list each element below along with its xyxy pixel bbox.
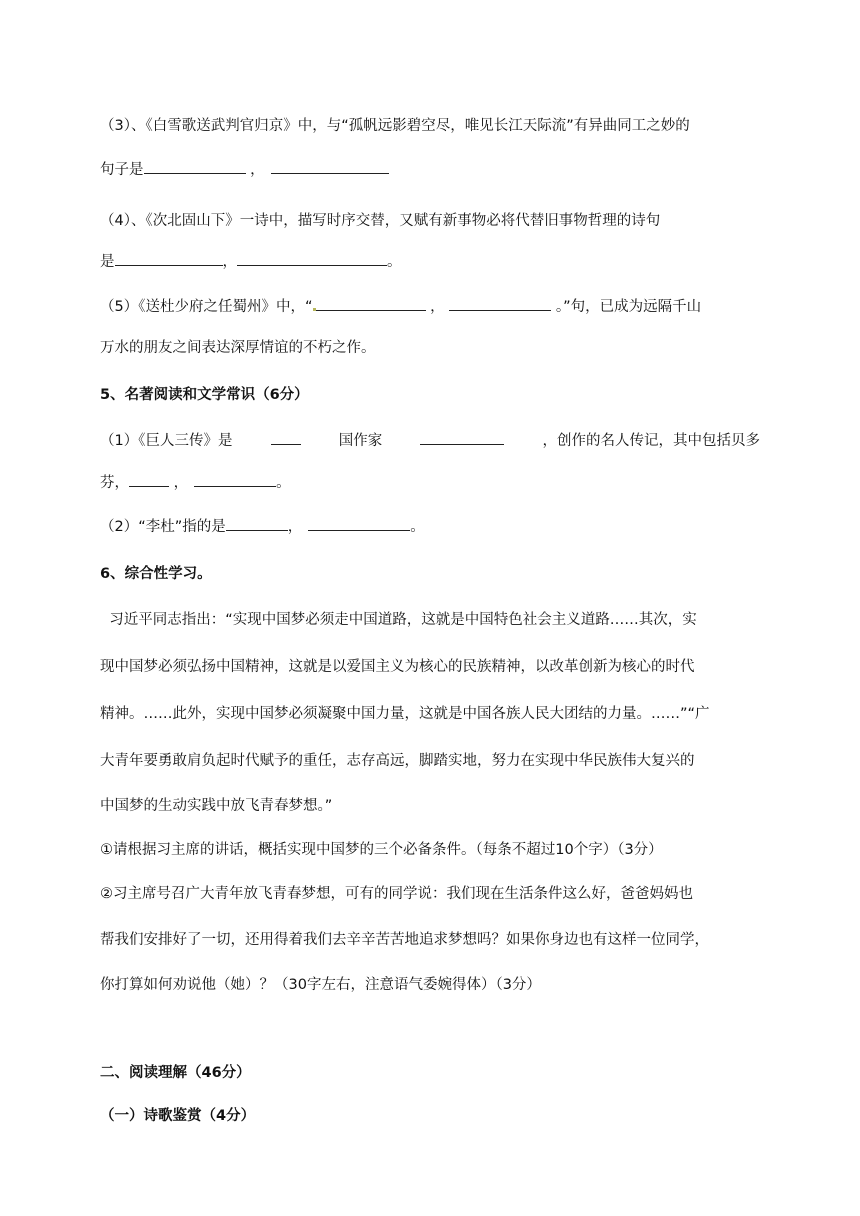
q4-line2 (100, 250, 760, 273)
q5-p1-text-2: 国作家 (338, 433, 383, 449)
q5-p1-line1 (100, 429, 760, 452)
q5-p2 (100, 515, 760, 538)
q5-p2-prefix: （2）“李杜”指的是 (100, 519, 226, 535)
q6-passage-line-1: 习近平同志指出：“实现中国梦必须走中国道路，这就是中国特色社会主义道路……其次，实 (100, 612, 697, 628)
q5-p2-end: 。 (410, 519, 425, 535)
q3-answer-blank-2[interactable] (271, 158, 389, 174)
q6-passage-line-2: 现中国梦必须弘扬中国精神，这就是以爱国主义为核心的民族精神，以改革创新为核心的时代 (100, 659, 695, 675)
q5-answer-blank-2[interactable] (449, 295, 551, 311)
q4-separator: ， (222, 254, 237, 270)
q6-passage-line-3: 精神。……此外，实现中国梦必须凝聚中国力量，这就是中国各族人民大团结的力量。……”“广 (100, 706, 710, 722)
part2-heading: 二、阅读理解（46分） (100, 1065, 251, 1081)
q3-line1: （3）、《白雪歌送武判官归京》中，与“孤帆远影碧空尽，唯见长江天际流”有异曲同工之妙的 (100, 118, 690, 134)
q4-prefix: 是 (100, 254, 115, 270)
q5-p1-blank-2[interactable] (194, 471, 276, 487)
q4-answer-blank-2[interactable] (237, 250, 387, 266)
q4-end: 。 (387, 254, 402, 270)
q4-line1: （4）、《次北固山下》一诗中，描写时序交替，又赋有新事物必将代替旧事物哲理的诗句 (100, 213, 661, 229)
q5-heading: 5、名著阅读和文学常识（6分） (100, 387, 309, 403)
q5-p1-prefix: 芬， (100, 475, 129, 491)
q4-answer-blank-1[interactable] (115, 250, 223, 266)
q5-line2: 万水的朋友之间表达深厚情谊的不朽之作。 (100, 340, 376, 356)
q5-p1-blank-author[interactable] (420, 429, 504, 445)
q3-separator: ， (250, 162, 265, 178)
q5-separator: ， (430, 299, 445, 315)
q5-p1-line2 (100, 471, 760, 494)
q6-passage-line-4: 大青年要勇敢肩负起时代赋予的重任，志存高远，脚踏实地，努力在实现中华民族伟大复兴的 (100, 753, 695, 769)
q6-heading: 6、综合性学习。 (100, 566, 212, 582)
q6-task-2-line-1: ②习主席号召广大青年放飞青春梦想，可有的同学说：我们现在生活条件这么好，爸爸妈妈也 (100, 886, 693, 902)
q5-p2-separator: ， (287, 519, 303, 535)
q5-p1-blank-country[interactable] (271, 429, 301, 445)
q6-task-2-line-2: 帮我们安排好了一切，还用得着我们去辛辛苦苦地追求梦想吗？如果你身边也有这样一位同学， (100, 932, 709, 948)
q5-suffix: 。”句，已成为远隔千山 (555, 299, 702, 315)
q6-task-2-line-3: 你打算如何劝说他（她）？（30字左右，注意语气委婉得体）（3分） (100, 977, 541, 993)
q5-line1 (100, 295, 760, 318)
q5-p2-blank-1[interactable] (226, 515, 288, 531)
q3-line2 (100, 158, 760, 181)
part2-subheading: （一）诗歌鉴赏（4分） (100, 1108, 256, 1124)
q6-task-1: ①请根据习主席的讲话，概括实现中国梦的三个必备条件。（每条不超过10个字）（3分） (100, 842, 663, 858)
q3-answer-blank-1[interactable] (144, 158, 246, 174)
q5-p1-text-1: （1）《巨人三传》是 (100, 433, 233, 449)
q5-prefix: （5）《送杜少府之任蜀州》中，“ (100, 299, 313, 315)
q5-p1-text-3: ，创作的名人传记，其中包括贝多 (542, 433, 760, 449)
q6-passage-line-5: 中国梦的生动实践中放飞青春梦想。” (100, 798, 333, 814)
q5-p1-separator: ， (173, 475, 189, 491)
q5-p1-end: 。 (276, 475, 291, 491)
q5-answer-blank-1[interactable] (316, 295, 426, 311)
q5-p2-blank-2[interactable] (308, 515, 410, 531)
q5-p1-blank-1[interactable] (129, 471, 169, 487)
q3-prefix: 句子是 (100, 162, 144, 178)
